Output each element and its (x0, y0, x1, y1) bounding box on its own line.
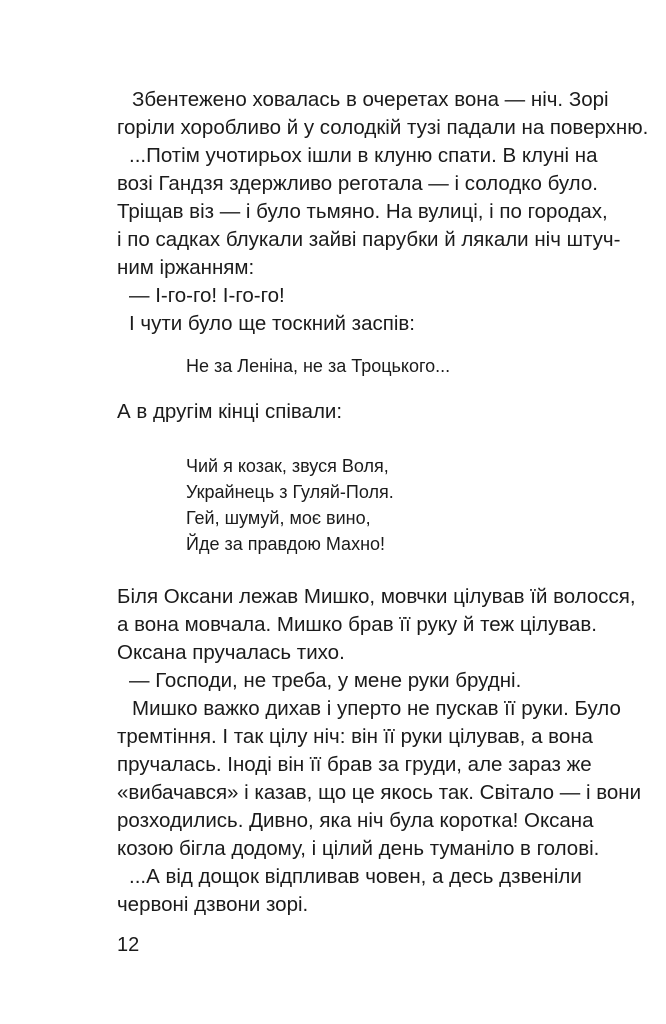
text-line: Біля Оксани лежав Мишко, мовчки цілував їй волосся, (117, 585, 636, 608)
text-line: Збентежено ховалась в очеретах вона — ніч. Зорі (132, 88, 609, 111)
text-line: тремтіння. І так цілу ніч: він її руки цілував, а вона (117, 725, 593, 748)
text-line: Тріщав віз — і було тьмяно. На вулиці, і по городах, (117, 200, 608, 223)
text-line: пручалась. Іноді він її брав за груди, але зараз же (117, 753, 592, 776)
text-line: козою бігла додому, і цілий день туманіло в голові. (117, 837, 600, 860)
verse-line: Украйнець з Гуляй-Поля. (186, 482, 394, 502)
text-line: розходились. Дивно, яка ніч була коротка! Оксана (117, 809, 594, 832)
verse-line: Не за Леніна, не за Троцького... (186, 356, 451, 376)
verse-line: Чий я козак, звуся Воля, (186, 456, 389, 476)
text-line: Оксана пручалась тихо. (117, 641, 345, 664)
text-line: А в другім кінці співали: (117, 400, 343, 423)
text-line: «вибачався» і казав, що це якось так. Світало — і вони (117, 781, 642, 804)
verse-line: Йде за правдою Махно! (186, 534, 386, 554)
text-line: горіли хоробливо й у солодкій тузі падали на поверхню. (117, 116, 649, 139)
dialogue-line: — І-го-го! І-го-го! (129, 284, 285, 307)
page-number: 12 (117, 934, 140, 956)
text-line: ...А від дощок відпливав човен, а десь дзвеніли (129, 865, 582, 888)
dialogue-line: — Господи, не треба, у мене руки брудні. (129, 669, 522, 692)
text-line: і по садках блукали зайві парубки й лякали ніч штуч- (117, 228, 621, 251)
text-line: червоні дзвони зорі. (117, 893, 309, 916)
text-line: возі Гандзя здержливо реготала — і солодко було. (117, 172, 598, 195)
text-line: а вона мовчала. Мишко брав її руку й теж цілував. (117, 613, 597, 636)
text-line: ним іржанням: (117, 256, 255, 279)
text-line: Мишко важко дихав і уперто не пускав її руки. Було (132, 697, 621, 720)
verse-line: Гей, шумуй, моє вино, (186, 508, 371, 528)
text-line: І чути було ще тоскний заспів: (129, 312, 415, 335)
text-line: ...Потім учотирьох ішли в клуню спати. В клуні на (129, 144, 598, 167)
